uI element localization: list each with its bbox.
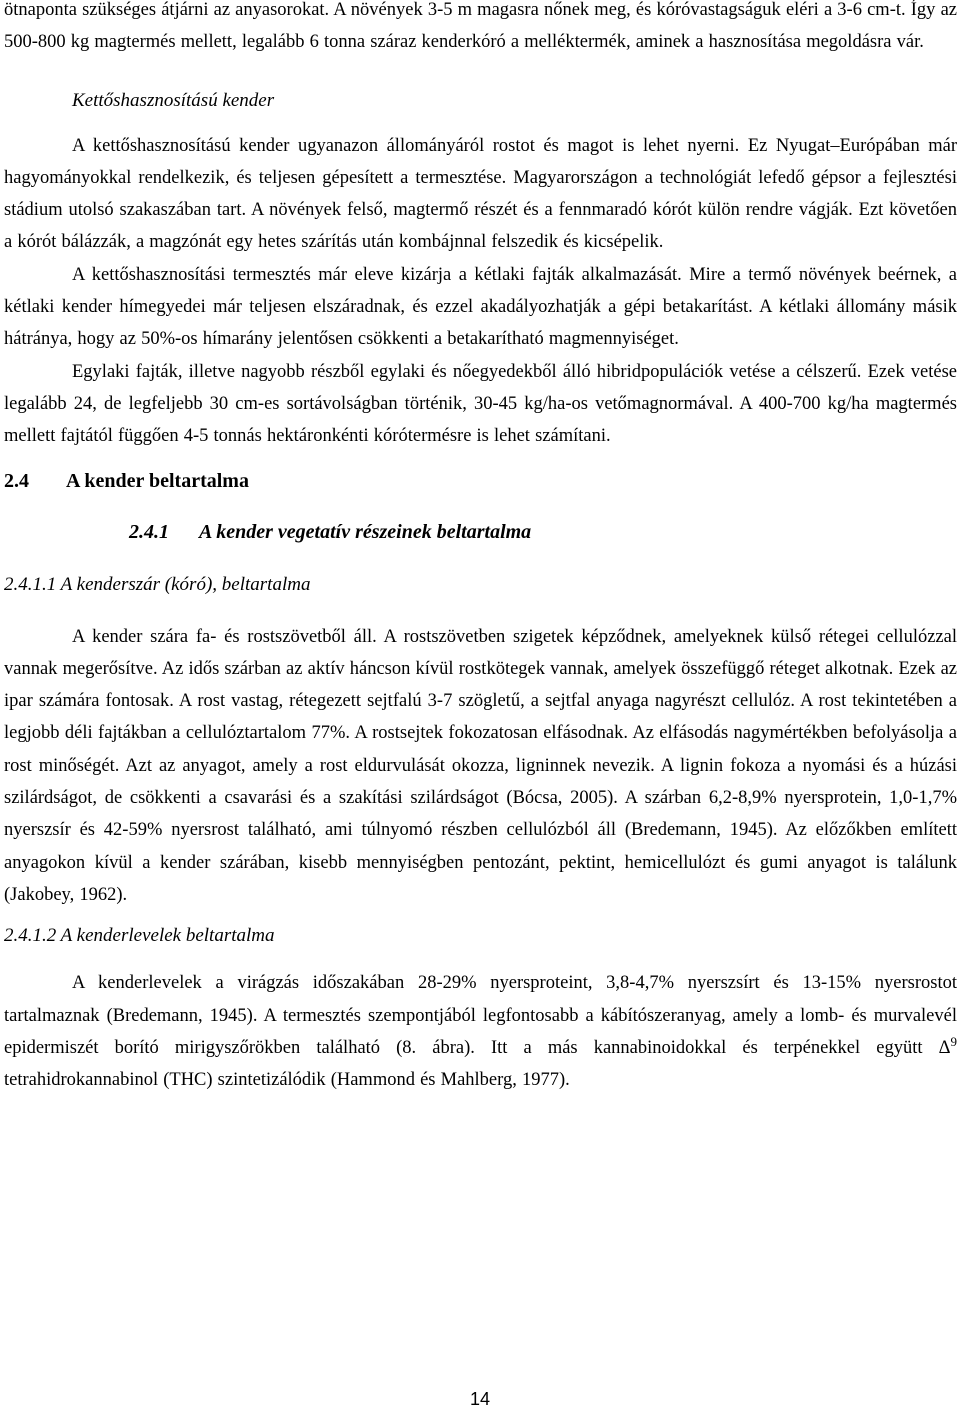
- page-number: 14: [469, 1389, 491, 1409]
- delta-symbol: Δ: [938, 1037, 951, 1058]
- section-2-4-title: A kender beltartalma: [66, 469, 249, 492]
- section-2-4-1-title: A kender vegetatív részeinek beltartalma: [199, 520, 532, 543]
- dual-use-paragraph-1: A kettőshasznosítású kender ugyanazon állományáról rostot és magot is lehet nyerni. Ez Nyugat–Európában már hagyományokkal rendelkezik, és teljesen gépesített a termesztése. Magyarországon a technológiát lefedő gépsor a fejlesztési stádium utolsó szakaszában tart. A növények felső, magtermő részét és a fennmaradó kórót külön rendre vágják. Ezt követően a kórót bálázzák, a magzónát egy hetes szárítás után kombájnnal felszedik és kicsépelik.: [4, 135, 957, 253]
- section-2-4-1-2-paragraph: [4, 967, 957, 1096]
- delta-superscript: 9: [950, 1033, 957, 1049]
- top-paragraph: ötnaponta szükséges átjárni az anyasorokat. A növények 3-5 m magasra nőnek meg, és kóróvastagságuk eléri a 3-6 cm-t. Így az 500-800 kg magtermés mellett, legalább 6 tonna száraz kenderkóró a melléktermék, aminek a hasznosítása megoldásra vár.: [4, 0, 957, 53]
- leaf-text-part-2: tetrahidrokannabinol (THC) szintetizálódik (Hammond és Mahlberg, 1977).: [4, 1070, 570, 1091]
- section-2-4-1-1-paragraph: A kender szára fa- és rostszövetből áll. A rostszövetben szigetek képződnek, amelyeknek külső rétegei cellulózzal vannak megerősítve. Az idős szárban az aktív háncson kívül rostkötegek vannak, amelyek összefüggő réteget alkotnak. Ezek az ipar számára fontosak. A rost vastag, rétegezett sejtfalú 3-7 szögletű, a sejtfal anyaga nagyrészt cellulóz. A rost tekintetében a legjobb déli fajtákban a cellulóztartalom 77%. A rostsejtek fokozatosan elfásodnak. Az elfásodás nagymértékben befolyásolja a rost minőségét. Azt az anyagot, amely a rost eldurvulását okozza, ligninnek nevezik. A lignin fokoza a nyomási és a húzási szilárdságot, de csökkenti a csavarási és a szakítási szilárdságot (Bócsa, 2005). A szárban 6,2-8,9% nyersprotein, 1,0-1,7% nyerszsír és 42-59% nyersrost található, ami túlnyomó részben cellulózból áll (Bredemann, 1945). Az előzőkben említett anyagokon kívül a kender szárában, kisebb mennyiségben pentozánt, pektint, hemicellulózt és gumi anyagot is találunk (Jakobey, 1962).: [4, 626, 957, 905]
- section-2-4-number: 2.4: [4, 469, 29, 492]
- section-2-4-1-1-heading: 2.4.1.1 A kenderszár (kóró), beltartalma: [4, 573, 311, 595]
- document-page: [4, 0, 957, 1410]
- dual-use-heading: Kettőshasznosítású kender: [72, 89, 275, 111]
- leaf-text-part-1: A kenderlevelek a virágzás időszakában 28-29% nyersproteint, 3,8-4,7% nyerszsírt és 13-15% nyersrostot tartalmaznak (Bredemann, 1945). A termesztés szempontjából legfontosabb a kábítószeranyag, amely a lomb- és murvalevél epidermiszét borító mirigyszőrökben található (8. ábra). Itt a más kannabinoidokkal és terpénekkel együtt: [4, 973, 957, 1058]
- dual-use-paragraph-3: Egylaki fajták, illetve nagyobb részből egylaki és nőegyedekből álló hibridpopulációk vetése a célszerű. Ezek vetése legalább 24, de legfeljebb 30 cm-es sortávolságban történik, 30-45 kg/ha-os vetőmagnormával. A 400-700 kg/ha magtermés mellett fajtától függően 4-5 tonnás hektáronkénti kórótermésre is lehet számítani.: [4, 361, 957, 447]
- section-2-4-heading: [4, 467, 957, 495]
- section-2-4-1-number: 2.4.1: [129, 520, 169, 543]
- section-2-4-1-heading: [4, 518, 957, 546]
- dual-use-paragraph-2: A kettőshasznosítási termesztés már eleve kizárja a kétlaki fajták alkalmazását. Mire a termő növények beérnek, a kétlaki kender hímegyedei már teljesen elszáradnak, és ezzel akadályozhatják a gépi betakarítást. A kétlaki állomány másik hátránya, hogy az 50%-os hímarány jelentősen csökkenti a betakarítható magmennyiséget.: [4, 264, 957, 350]
- section-2-4-1-2-heading: 2.4.1.2 A kenderlevelek beltartalma: [4, 925, 275, 947]
